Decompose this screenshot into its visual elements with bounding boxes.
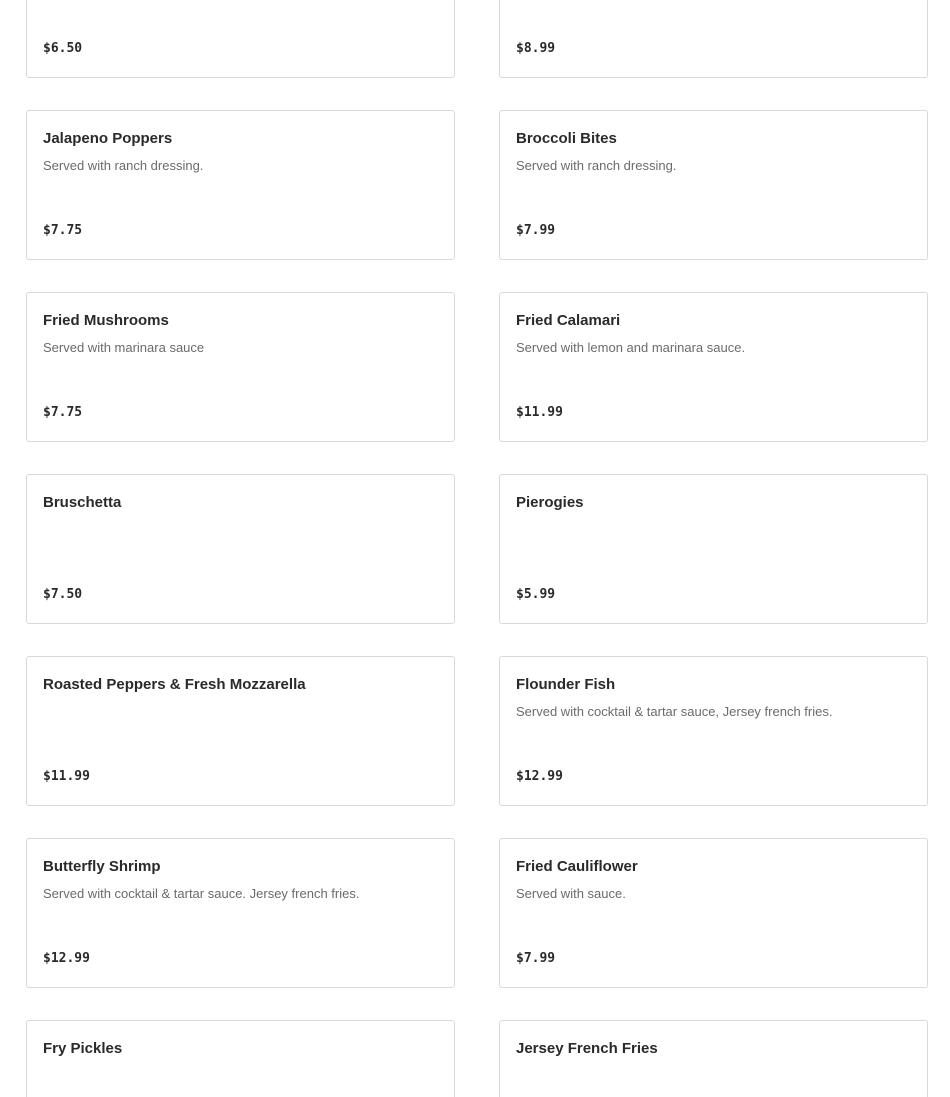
item-name: Broccoli Bites (516, 130, 617, 147)
menu-item-card[interactable] (499, 838, 928, 988)
item-description: Served with ranch dressing. (516, 158, 677, 173)
item-price: $7.75 (43, 223, 83, 238)
menu-item-card[interactable] (499, 292, 928, 442)
item-name: Bruschetta (43, 494, 122, 511)
item-name: Fried Mushrooms (43, 312, 169, 329)
item-description: Served with lemon and marinara sauce. (516, 340, 746, 355)
item-price: $7.75 (43, 405, 83, 420)
menu-item-card[interactable] (26, 838, 455, 988)
item-description: Served with ranch dressing. (43, 158, 204, 173)
menu-item-card[interactable] (26, 110, 455, 260)
item-price: $12.99 (43, 951, 90, 966)
item-name: Fry Pickles (43, 1040, 123, 1057)
item-description: Served with cocktail & tartar sauce, Jersey french fries. (516, 704, 833, 719)
menu-item-card[interactable] (26, 292, 455, 442)
menu-item-card[interactable] (499, 474, 928, 624)
item-price: $12.99 (516, 769, 563, 784)
item-price: $7.50 (43, 587, 83, 602)
item-description: Served with cocktail & tartar sauce. Jersey french fries. (43, 886, 360, 901)
item-name: Fried Calamari (516, 312, 621, 329)
menu-item-card[interactable] (499, 656, 928, 806)
menu-item-card[interactable] (26, 656, 455, 806)
item-name: Pierogies (516, 494, 584, 511)
menu-item-card[interactable] (499, 0, 928, 78)
item-price: $5.99 (516, 587, 556, 602)
item-price: $7.99 (516, 951, 556, 966)
menu-item-card[interactable] (499, 1020, 928, 1097)
item-description: Served with marinara sauce (43, 340, 205, 355)
menu-item-card[interactable] (499, 110, 928, 260)
item-price: $8.99 (516, 41, 556, 56)
item-name: Roasted Peppers & Fresh Mozzarella (43, 676, 306, 693)
item-price: $11.99 (43, 769, 90, 784)
item-price: $7.99 (516, 223, 556, 238)
item-name: Jalapeno Poppers (43, 130, 173, 147)
menu-grid (26, 0, 928, 1097)
item-name: Jersey French Fries (516, 1040, 658, 1057)
menu-item-card[interactable] (26, 1020, 455, 1097)
menu-item-card[interactable] (26, 0, 455, 78)
item-price: $11.99 (516, 405, 563, 420)
item-price: $6.50 (43, 41, 83, 56)
item-description: Served with sauce. (516, 886, 626, 901)
item-name: Butterfly Shrimp (43, 858, 161, 875)
item-name: Flounder Fish (516, 676, 616, 693)
menu-item-card[interactable] (26, 474, 455, 624)
item-name: Fried Cauliflower (516, 858, 638, 875)
